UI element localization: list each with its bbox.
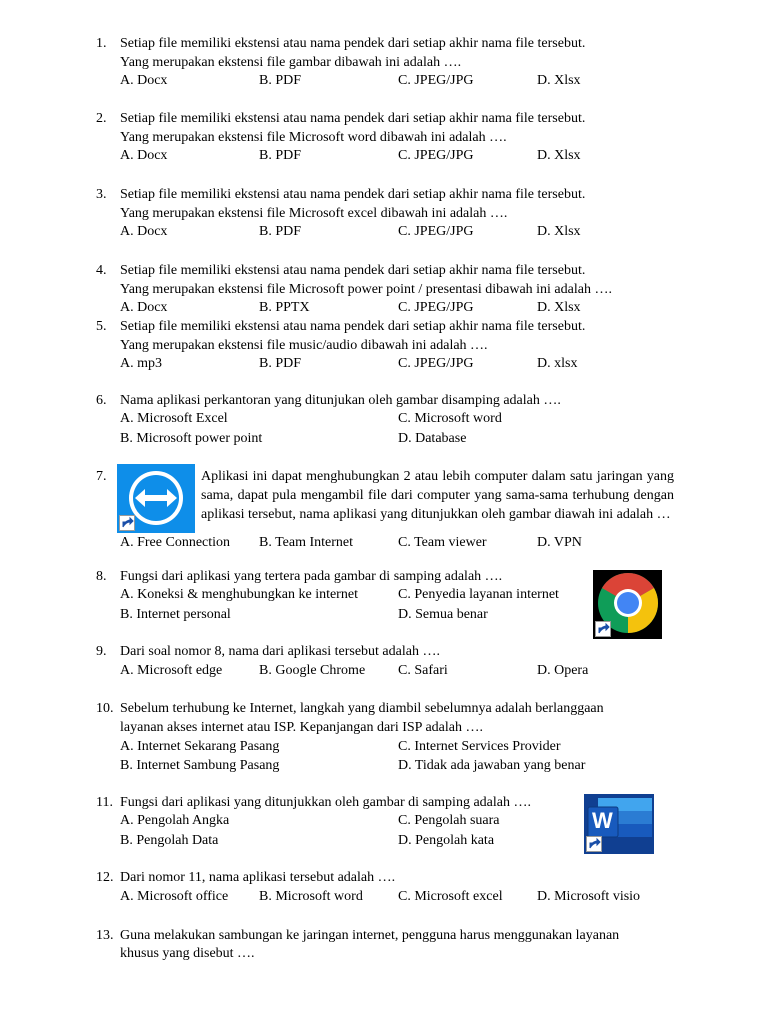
option-b: B. Google Chrome [259,663,366,678]
option-c: C. Pengolah suara [398,813,500,828]
option-b: B. PDF [259,148,302,163]
question-text: Sebelum terhubung ke Internet, langkah yang diambil sebelumnya adalah berlanggaan [120,701,604,716]
option-c: C. JPEG/JPG [398,148,474,163]
option-d: D. Database [398,431,467,446]
question-text: Fungsi dari aplikasi yang ditunjukkan oleh gambar di samping adalah …. [120,795,531,810]
question-number: 10. [96,701,114,716]
question-text: Guna melakukan sambungan ke jaringan internet, pengguna harus menggunakan layanan [120,928,620,943]
question-text: Yang merupakan ekstensi file Microsoft power point / presentasi dibawah ini adalah …. [120,282,612,297]
option-b: B. Internet personal [120,607,231,622]
question-text: Dari nomor 11, nama aplikasi tersebut adalah …. [120,870,396,885]
option-a: A. Docx [120,73,168,88]
option-b: B. Internet Sambung Pasang [120,758,280,773]
question-text: Setiap file memiliki ekstensi atau nama pendek dari setiap akhir nama file tersebut. [120,111,586,126]
option-d: D. Tidak ada jawaban yang benar [398,758,586,773]
question-number: 11. [96,795,113,810]
option-c: C. JPEG/JPG [398,73,474,88]
chrome-icon [593,570,662,639]
option-a: A. Docx [120,148,168,163]
option-d: D. xlsx [537,356,578,371]
question-text: Setiap file memiliki ekstensi atau nama pendek dari setiap akhir nama file tersebut. [120,36,586,51]
option-d: D. VPN [537,535,582,550]
option-b: B. Microsoft power point [120,431,263,446]
question-number: 2. [96,111,107,126]
question-text: Nama aplikasi perkantoran yang ditunjukan oleh gambar disamping adalah …. [120,393,561,408]
option-c: C. Microsoft word [398,411,502,426]
word-icon [584,794,654,854]
option-d: D. Xlsx [537,148,581,163]
question-text: Aplikasi ini dapat menghubungkan 2 atau lebih computer dalam satu jaringan yang sama, dapat pula mengambil file dari computer yang sama-sama terhubung dengan aplikasi tersebut, nama aplikasi yang ditunjukkan oleh gambar diawah ini adalah … [201,469,674,522]
shortcut-arrow-icon [595,621,611,637]
question-text: Setiap file memiliki ekstensi atau nama pendek dari setiap akhir nama file tersebut. [120,319,586,334]
word-letter: W [592,808,613,833]
question-text: Yang merupakan ekstensi file Microsoft excel dibawah ini adalah …. [120,206,508,221]
question-number: 6. [96,393,107,408]
question-number: 12. [96,870,114,885]
option-a: A. Pengolah Angka [120,813,230,828]
question-number: 13. [96,928,114,943]
option-b: B. Team Internet [259,535,354,550]
shortcut-arrow-icon [586,836,602,852]
question-text: khusus yang disebut …. [120,946,255,961]
question-number: 5. [96,319,107,334]
question-text: Setiap file memiliki ekstensi atau nama pendek dari setiap akhir nama file tersebut. [120,187,586,202]
question-text: Yang merupakan ekstensi file Microsoft word dibawah ini adalah …. [120,130,507,145]
question-text: Yang merupakan ekstensi file music/audio dibawah ini adalah …. [120,338,488,353]
option-a: A. Free Connection [120,535,231,550]
question-number: 1. [96,36,107,51]
option-a: A. Microsoft edge [120,663,223,678]
option-a: A. Docx [120,300,168,315]
question-number: 3. [96,187,107,202]
option-a: A. Docx [120,224,168,239]
option-b: B. PDF [259,224,302,239]
option-c: C. Internet Services Provider [398,739,561,754]
option-d: D. Opera [537,663,589,678]
option-d: D. Xlsx [537,300,581,315]
option-d: D. Semua benar [398,607,488,622]
option-a: A. Internet Sekarang Pasang [120,739,280,754]
question-text: layanan akses internet atau ISP. Kepanjangan dari ISP adalah …. [120,720,483,735]
option-c: C. Safari [398,663,448,678]
option-a: A. mp3 [120,356,162,371]
option-a: A. Microsoft Excel [120,411,228,426]
option-c: C. Team viewer [398,535,487,550]
option-d: D. Pengolah kata [398,833,495,848]
question-number: 8. [96,569,107,584]
option-b: B. Pengolah Data [120,833,219,848]
option-a: A. Koneksi & menghubungkan ke internet [120,587,358,602]
option-c: C. JPEG/JPG [398,224,474,239]
question-number: 7. [96,469,107,484]
option-b: B. Microsoft word [259,889,363,904]
question-text: Setiap file memiliki ekstensi atau nama pendek dari setiap akhir nama file tersebut. [120,263,586,278]
option-d: D. Microsoft visio [537,889,641,904]
question-text: Dari soal nomor 8, nama dari aplikasi tersebut adalah …. [120,644,440,659]
option-c: C. Microsoft excel [398,889,503,904]
option-c: C. JPEG/JPG [398,300,474,315]
teamviewer-icon [117,464,195,533]
option-c: C. Penyedia layanan internet [398,587,559,602]
option-c: C. JPEG/JPG [398,356,474,371]
option-a: A. Microsoft office [120,889,229,904]
question-text: Yang merupakan ekstensi file gambar dibawah ini adalah …. [120,55,462,70]
option-d: D. Xlsx [537,224,581,239]
option-b: B. PPTX [259,300,310,315]
option-b: B. PDF [259,356,302,371]
question-number: 4. [96,263,107,278]
shortcut-arrow-icon [119,515,135,531]
option-d: D. Xlsx [537,73,581,88]
option-b: B. PDF [259,73,302,88]
question-text: Fungsi dari aplikasi yang tertera pada gambar di samping adalah …. [120,569,503,584]
question-number: 9. [96,644,107,659]
